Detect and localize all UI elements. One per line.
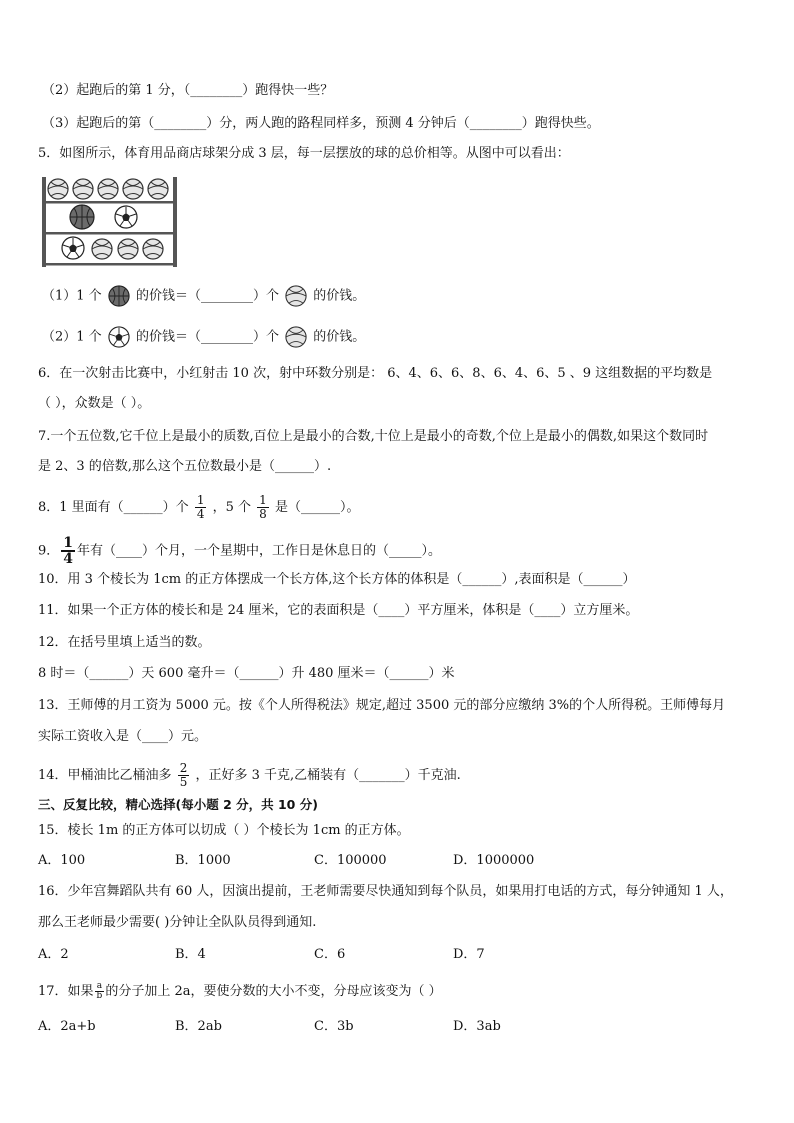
q4-part3: （3）起跑后的第（________）分，两人跑的路程同样多，预测 4 分钟后（________）跑得快些。 [42, 116, 600, 131]
volleyball-icon [285, 285, 307, 307]
soccer-ball-icon [115, 206, 137, 228]
q9: 9． $\frac{1}{4}$ 年有（____）个月，一个星期中，工作日是休息日的（_____）。 [38, 535, 442, 567]
q5-stem: 5．如图所示，体育用品商店球架分成 3 层，每一层摆放的球的总价相等。从图中可以看出： [38, 146, 570, 161]
q12-stem: 12．在括号里填上适当的数。 [38, 635, 211, 650]
q7-line2: 是 2、3 的倍数,那么这个五位数最小是（______）. [38, 459, 332, 474]
q7-line1: 7.一个五位数,它千位上是最小的质数,百位上是最小的合数,十位上是最小的奇数,个位上是最小的偶数,如果这个数同时 [38, 429, 709, 444]
q17-stem: 17．如果 $\frac{a}{b}$ 的分子加上 2a，要使分数的大小不变，分母应该变为（ ） [38, 981, 442, 1001]
soccer-ball-icon [108, 326, 130, 348]
q4-part2: （2）起跑后的第 1 分，（________）跑得快一些？ [42, 83, 334, 98]
rack-shelf-2 [42, 232, 177, 235]
q5-part2: （2）1 个 的价钱＝（________）个 的价钱。 [42, 326, 365, 348]
q16-line2: 那么王老师最少需要( )分钟让全队队员得到通知. [38, 915, 317, 930]
fraction-2-5: $\frac{2}{5}$ [179, 761, 188, 789]
fraction-a-b: $\frac{a}{b}$ [96, 981, 103, 1001]
q16-option-d: D．7 [453, 947, 485, 962]
rack-shelf-3 [42, 263, 177, 266]
rack-shelf-1 [42, 201, 177, 204]
q6-line1: 6．在一次射击比赛中，小红射击 10 次，射中环数分别是： 6、4、6、6、8、6、4、6、5 、9 这组数据的平均数是 [38, 366, 713, 381]
q17-option-d: D．3ab [453, 1019, 501, 1034]
q16-option-c: C．6 [314, 947, 346, 962]
q15-option-a: A．100 [38, 853, 86, 868]
q15-option-c: C．100000 [314, 853, 387, 868]
q14: 14．甲桶油比乙桶油多 $\frac{2}{5}$ ，正好多 3 千克,乙桶装有（_______）千克油. [38, 761, 461, 789]
rack-right-post [173, 177, 177, 267]
basketball-icon [70, 205, 94, 229]
volleyball-icon [48, 179, 68, 199]
volleyball-icon [143, 239, 163, 259]
q17-option-b: B．2ab [175, 1019, 222, 1034]
q10: 10．用 3 个棱长为 1cm 的正方体摆成一个长方体,这个长方体的体积是（______）,表面积是（______） [38, 572, 636, 587]
q13-line2: 实际工资收入是（____）元。 [38, 729, 208, 744]
q16-option-b: B．4 [175, 947, 206, 962]
q11: 11．如果一个正方体的棱长和是 24 厘米，它的表面积是（____）平方厘米，体积是（____）立方厘米。 [38, 603, 639, 618]
q6-line2: （ ），众数是（ ）。 [38, 396, 151, 411]
q12-blanks: 8 时＝（______）天 600 毫升＝（______）升 480 厘米＝（______）米 [38, 666, 455, 681]
volleyball-icon [73, 179, 93, 199]
q16-line1: 16．少年宫舞蹈队共有 60 人，因演出提前，王老师需要尽快通知到每个队员，如果用打电话的方式，每分钟通知 1 人， [38, 884, 733, 899]
volleyball-icon [148, 179, 168, 199]
volleyball-icon [98, 179, 118, 199]
q5-part1: （1）1 个 的价钱＝（________）个 的价钱。 [42, 285, 365, 307]
rack-left-post [42, 177, 46, 267]
fraction-1-8: $\frac{1}{8}$ [259, 493, 267, 521]
soccer-ball-icon [62, 237, 84, 259]
basketball-icon [108, 285, 130, 307]
volleyball-icon [123, 179, 143, 199]
volleyball-icon [92, 239, 112, 259]
q17-option-a: A．2a+b [38, 1019, 96, 1034]
q13-line1: 13．王师傅的月工资为 5000 元。按《个人所得税法》规定,超过 3500 元的部分应缴纳 3%的个人所得税。王师傅每月 [38, 698, 726, 713]
fraction-1-4: $\frac{1}{4}$ [196, 493, 205, 521]
ball-rack-figure [40, 175, 180, 270]
q16-option-a: A．2 [38, 947, 69, 962]
section-3-heading: 三、反复比较，精心选择(每小题 2 分，共 10 分) [38, 797, 318, 812]
volleyball-icon [285, 326, 307, 348]
q8: 8．1 里面有（______）个 $\frac{1}{4}$ ，5 个 $\frac{1}{8}$ 是（______）。 [38, 493, 360, 521]
q15-option-d: D．1000000 [453, 853, 535, 868]
q15-stem: 15．棱长 1m 的正方体可以切成（ ）个棱长为 1cm 的正方体。 [38, 823, 410, 838]
q15-option-b: B．1000 [175, 853, 231, 868]
fraction-1-4-bold: $\frac{1}{4}$ [63, 535, 74, 567]
volleyball-icon [118, 239, 138, 259]
q17-option-c: C．3b [314, 1019, 354, 1034]
